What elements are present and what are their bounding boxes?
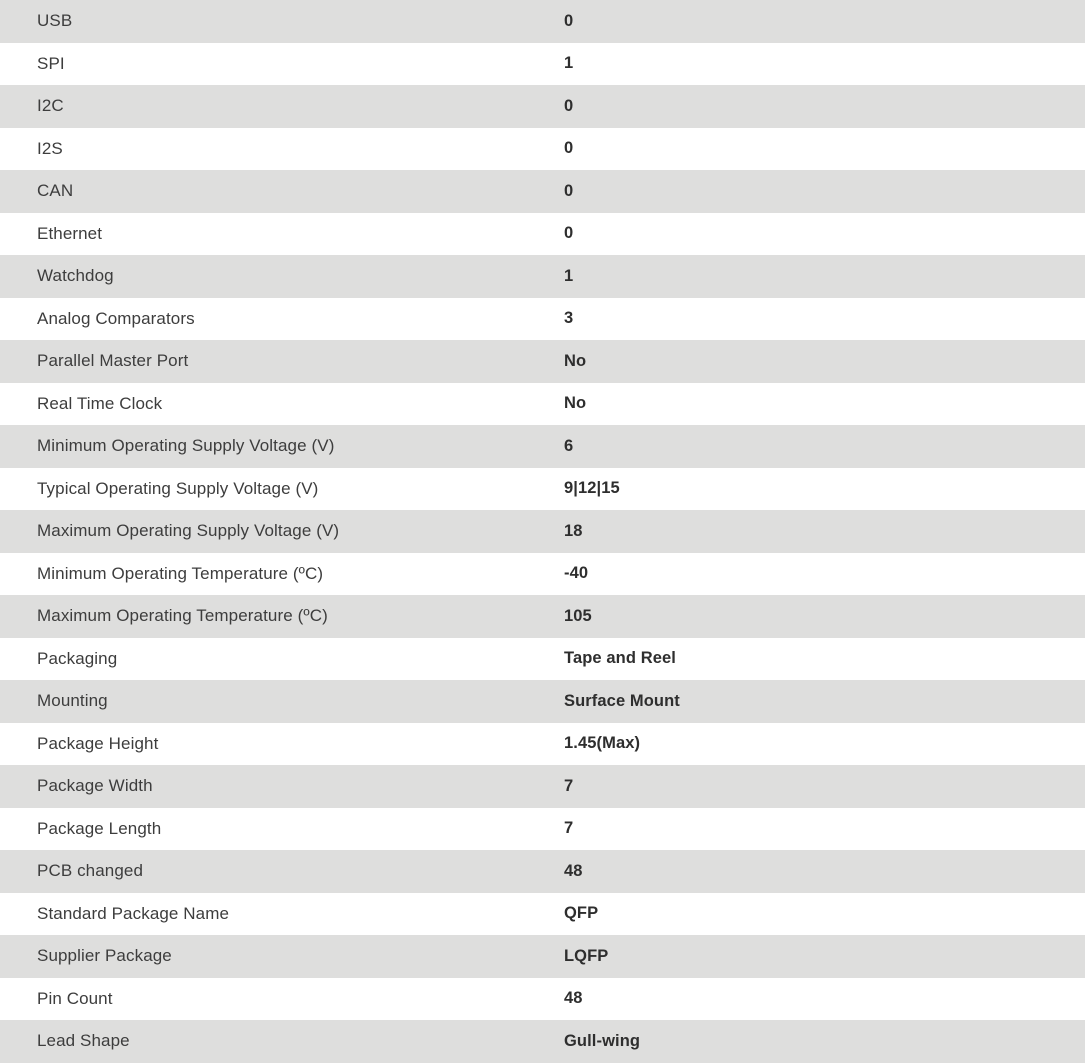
spec-label: Supplier Package xyxy=(37,946,172,966)
spec-value: LQFP xyxy=(564,946,609,965)
spec-value: 1 xyxy=(564,54,574,73)
spec-label: Maximum Operating Supply Voltage (V) xyxy=(37,521,340,541)
table-row xyxy=(0,893,1085,936)
spec-value: Tape and Reel xyxy=(564,649,676,668)
spec-value: 0 xyxy=(564,11,574,30)
table-row xyxy=(0,808,1085,851)
spec-value: QFP xyxy=(564,904,599,923)
spec-label: I2C xyxy=(37,96,64,116)
spec-value: 0 xyxy=(564,224,574,243)
spec-label: Minimum Operating Temperature (ºC) xyxy=(37,563,324,583)
table-row xyxy=(0,255,1085,298)
spec-label: Parallel Master Port xyxy=(37,351,189,371)
spec-value: -40 xyxy=(564,564,589,583)
spec-label: SPI xyxy=(37,53,65,73)
spec-value: 18 xyxy=(564,521,583,540)
spec-label: Ethernet xyxy=(37,223,103,243)
spec-value: 0 xyxy=(564,181,574,200)
spec-value: 1 xyxy=(564,266,574,285)
spec-value: 1.45(Max) xyxy=(564,734,641,753)
table-row xyxy=(0,128,1085,171)
spec-value: 7 xyxy=(564,819,574,838)
table-row xyxy=(0,340,1085,383)
table-row xyxy=(0,383,1085,426)
spec-label: Pin Count xyxy=(37,988,113,1008)
spec-label: Typical Operating Supply Voltage (V) xyxy=(37,478,319,498)
spec-label: Maximum Operating Temperature (ºC) xyxy=(37,606,328,626)
table-row xyxy=(0,213,1085,256)
spec-value: 0 xyxy=(564,96,574,115)
table-row xyxy=(0,978,1085,1021)
spec-value: Surface Mount xyxy=(564,691,680,710)
table-row xyxy=(0,553,1085,596)
table-row xyxy=(0,43,1085,86)
table-row xyxy=(0,425,1085,468)
table-row xyxy=(0,850,1085,893)
spec-label: Real Time Clock xyxy=(37,393,163,413)
spec-label: Standard Package Name xyxy=(37,903,230,923)
table-row xyxy=(0,765,1085,808)
spec-label: Package Width xyxy=(37,776,153,796)
spec-value: 3 xyxy=(564,309,574,328)
table-row xyxy=(0,638,1085,681)
spec-value: 0 xyxy=(564,139,574,158)
spec-value: 48 xyxy=(564,989,583,1008)
spec-label: Lead Shape xyxy=(37,1031,130,1051)
spec-label: Mounting xyxy=(37,691,108,711)
table-row xyxy=(0,1020,1085,1063)
spec-label: CAN xyxy=(37,181,74,201)
spec-label: I2S xyxy=(37,138,63,158)
spec-value: 9|12|15 xyxy=(564,479,620,498)
spec-value: Gull-wing xyxy=(564,1031,641,1050)
table-row xyxy=(0,468,1085,511)
spec-value: 105 xyxy=(564,606,592,625)
spec-value: 6 xyxy=(564,436,574,455)
spec-label: Minimum Operating Supply Voltage (V) xyxy=(37,436,335,456)
spec-label: Package Length xyxy=(37,818,162,838)
spec-label: Analog Comparators xyxy=(37,308,195,328)
table-row xyxy=(0,298,1085,341)
spec-value: 7 xyxy=(564,776,574,795)
spec-value: No xyxy=(564,351,587,370)
spec-label: Packaging xyxy=(37,648,118,668)
spec-label: Watchdog xyxy=(37,266,114,286)
spec-label: Package Height xyxy=(37,733,159,753)
table-row xyxy=(0,85,1085,128)
table-row xyxy=(0,0,1085,43)
spec-label: USB xyxy=(37,11,73,31)
table-row xyxy=(0,935,1085,978)
table-row xyxy=(0,723,1085,766)
table-row xyxy=(0,510,1085,553)
table-row xyxy=(0,595,1085,638)
spec-label: PCB changed xyxy=(37,861,144,881)
table-row xyxy=(0,170,1085,213)
spec-value: No xyxy=(564,394,587,413)
table-row xyxy=(0,680,1085,723)
spec-value: 48 xyxy=(564,861,583,880)
